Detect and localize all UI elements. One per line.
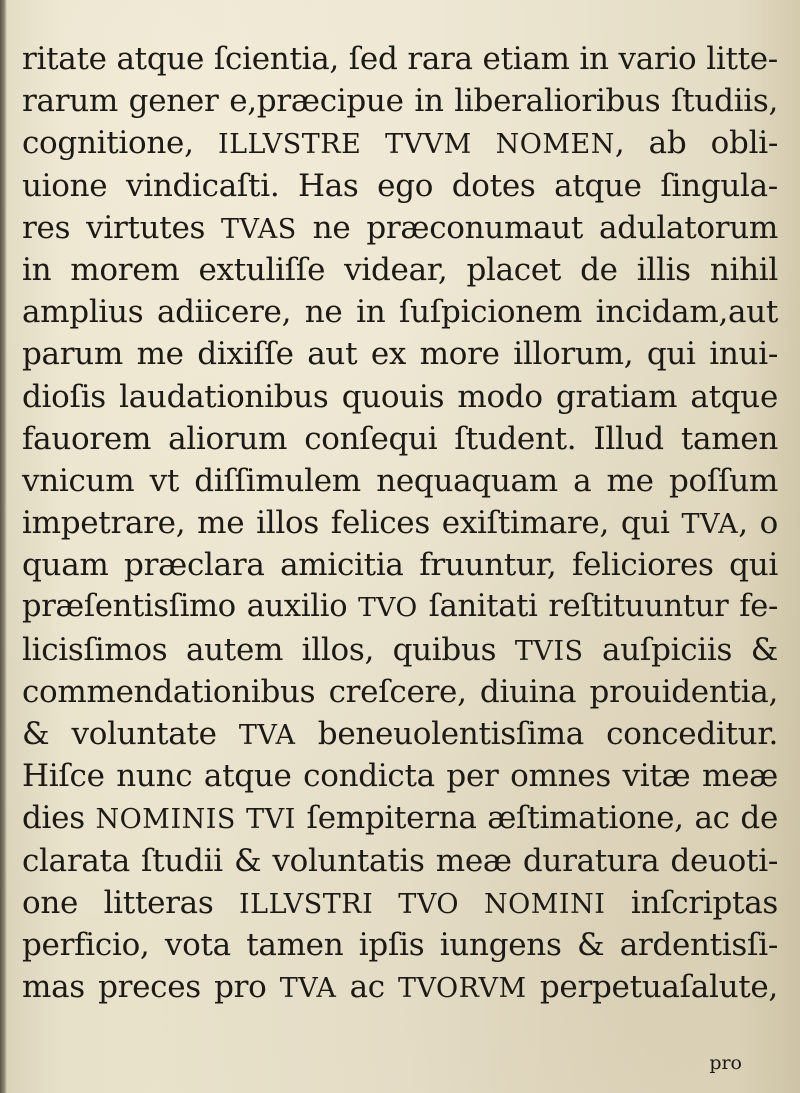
small-caps-text: ILLVSTRE TVVM NOMEN [217,129,615,161]
text-line [22,797,778,839]
text-segment: res virtutes [22,209,222,246]
small-caps-text: TVO [358,592,418,624]
small-caps-text: NOMINIS TVI [95,804,296,836]
text-segment: ac [336,969,399,1006]
text-segment: ritate atque ſcientia, ſed rara etiam in vario litte- [22,41,778,77]
text-segment: perficio, vota tamen ipſis iungens & ardentisſi- [22,926,778,963]
text-segment: quam præclara amicitia fruuntur, feliciores qui [22,547,778,584]
text-line [22,376,778,418]
text-segment: ſempiterna æſtimatione, ac de [295,800,778,837]
text-segment: beneuolentisſima conceditur. [295,716,778,752]
text-line [22,80,778,122]
text-segment: licisſimos autem illos, quibus [22,631,515,668]
text-line [22,840,778,882]
text-line [22,333,778,375]
text-segment: rarum gener e,præcipue in liberalioribus ſtudiis, [22,83,778,120]
text-line [22,460,778,502]
text-segment: Hiſce nunc atque condicta per omnes vitæ meæ [22,758,778,795]
text-segment: dioſis laudationibus quouis modo gratiam atque [22,378,778,415]
text-line [22,586,778,628]
text-line [22,249,778,291]
small-caps-text: ILLVSTRI TVO NOMINI [238,888,606,920]
text-segment: in morem extuliſſe videar, placet de illis nihil [22,251,778,288]
text-segment: mas preces pro [22,969,280,1006]
text-line [22,122,778,164]
text-segment: auſpiciis & [583,631,778,668]
catchword: pro [709,1052,742,1074]
text-line [22,207,778,249]
text-segment: clarata ſtudii & voluntatis meæ duratura deuoti- [22,842,778,879]
small-caps-text: TVIS [514,635,584,667]
body-text [22,38,778,1008]
text-line [22,502,778,544]
text-segment: fauorem aliorum conſequi ſtudent. Illud tamen [22,420,778,457]
small-caps-text: TVA [238,720,296,751]
text-line [22,418,778,460]
text-line [22,629,778,671]
text-line [22,924,778,966]
text-line [22,291,778,333]
text-line [22,882,778,924]
text-line [22,671,778,713]
text-line [22,38,778,80]
small-caps-text: TVAS [221,213,297,245]
text-line [22,755,778,797]
text-segment: , ab obli- [614,125,778,162]
text-segment: uione vindicaſti. Has ego dotes atque ſingula- [22,167,778,204]
text-segment: præſentisſimo auxilio [22,589,359,625]
small-caps-text: TVORVM [398,973,527,1005]
text-line [22,966,778,1008]
text-segment: cognitione, [22,125,218,162]
text-segment: dies [22,800,96,837]
text-segment: vnicum vt diſſimulem nequaquam a me poſſum [22,462,778,499]
page-spine-shadow [0,0,7,1093]
text-segment: commendationibus creſcere, diuina prouidentia, [22,673,778,710]
text-segment: amplius adiicere, ne in ſuſpicionem incidam,aut [22,294,778,331]
text-segment: parum me dixiſſe aut ex more illorum, qui inui- [22,336,778,373]
small-caps-text: TVA [279,973,337,1005]
text-segment: ne præconumaut adulatorum [296,209,779,246]
text-line [22,544,778,586]
text-line [22,165,778,207]
text-segment: , o [738,505,778,542]
text-segment: inſcriptas [605,884,778,921]
small-caps-text: TVA [681,509,739,541]
text-segment: ſanitati reſtituuntur fe- [417,589,778,625]
text-segment: & voluntate [22,716,239,752]
text-segment: impetrare, me illos felices exiſtimare, qui [22,505,682,542]
text-line [22,713,778,755]
text-segment: perpetuaſalute, [526,969,778,1006]
text-segment: one litteras [22,884,239,921]
